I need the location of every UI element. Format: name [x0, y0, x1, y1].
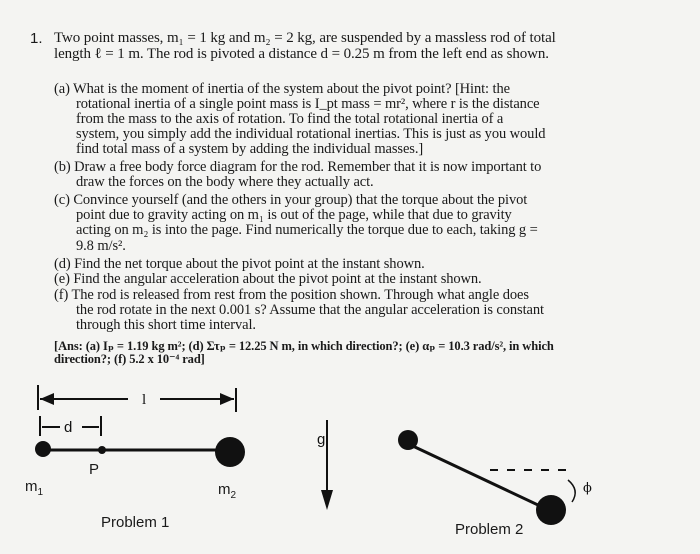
part-a-line-2: rotational inertia of a single point mass is I_pt mass = mr², where r is the distance [76, 96, 540, 112]
intro-line-2: length ℓ = 1 m. The rod is pivoted a distance d = 0.25 m from the left end as shown. [54, 46, 549, 62]
part-c-line-1: (c) Convince yourself (and the others in your group) that the torque about the pivot [54, 192, 528, 208]
angle-arc [568, 480, 575, 502]
d-label: d [64, 419, 73, 436]
part-b-line-2: draw the forces on the body where they actually act. [76, 174, 374, 190]
intro-line-1: Two point masses, m₁ = 1 kg and m₂ = 2 kg, are suspended by a massless rod of total [54, 30, 556, 46]
pivot-label: P [89, 461, 100, 478]
part-f-line-3: through this short time interval. [76, 317, 256, 333]
part-c-line-4: 9.8 m/s². [76, 238, 126, 254]
part-b-line-1: (b) Draw a free body force diagram for the rod. Remember that it is now important to [54, 159, 542, 175]
mass-m2 [215, 437, 245, 467]
problem2-rod [400, 440, 555, 513]
length-label: l [142, 392, 147, 408]
g-label: g [317, 431, 326, 448]
part-f-line-1: (f) The rod is released from rest from the position shown. Through what angle does [54, 287, 529, 303]
part-c-line-2: point due to gravity acting on m₁ is out of the page, while that due to gravity [76, 207, 512, 223]
problem2-small-mass [398, 430, 418, 450]
question-number: 1. [30, 30, 43, 47]
part-e-line: (e) Find the angular acceleration about the pivot point at the instant shown. [54, 271, 482, 287]
m2-label: $m_2$ [218, 481, 237, 501]
part-c-line-3: acting on m₂ is into the page. Find numerically the torque due to each, taking g = [76, 222, 538, 238]
part-a-line-4: system, you simply add the individual rotational inertias. This is just as you would [76, 126, 546, 142]
problem2-caption: Problem 2 [455, 521, 524, 538]
part-d-line: (d) Find the net torque about the pivot point at the instant shown. [54, 256, 425, 272]
problem2-large-mass [536, 495, 566, 525]
part-a-line-3: from the mass to the axis of rotation. To find the total rotational inertia of a [76, 111, 504, 127]
mass-m1 [35, 441, 51, 457]
part-a-line-5: find total mass of a system by adding the individual masses.] [76, 141, 424, 157]
pivot-point [98, 446, 106, 454]
answers-line-2: direction?; (f) 5.2 x 10⁻⁴ rad] [54, 352, 205, 366]
length-dimension-arrow [38, 385, 236, 412]
problem1-caption: Problem 1 [101, 514, 170, 531]
phi-label: ϕ [583, 481, 592, 496]
answers-line-1: [Ans: (a) Iₚ = 1.19 kg m²; (d) Στₚ = 12.25 N m, in which direction?; (e) αₚ = 10.3 rad/s², in which [54, 339, 554, 353]
part-f-line-2: the rod rotate in the next 0.001 s? Assume that the angular acceleration is constant [76, 302, 544, 318]
problem2-diagram [398, 430, 575, 525]
m1-label: $m_1$ [25, 478, 44, 498]
part-a-line-1: (a) What is the moment of inertia of the system about the pivot point? [Hint: the [54, 81, 510, 97]
